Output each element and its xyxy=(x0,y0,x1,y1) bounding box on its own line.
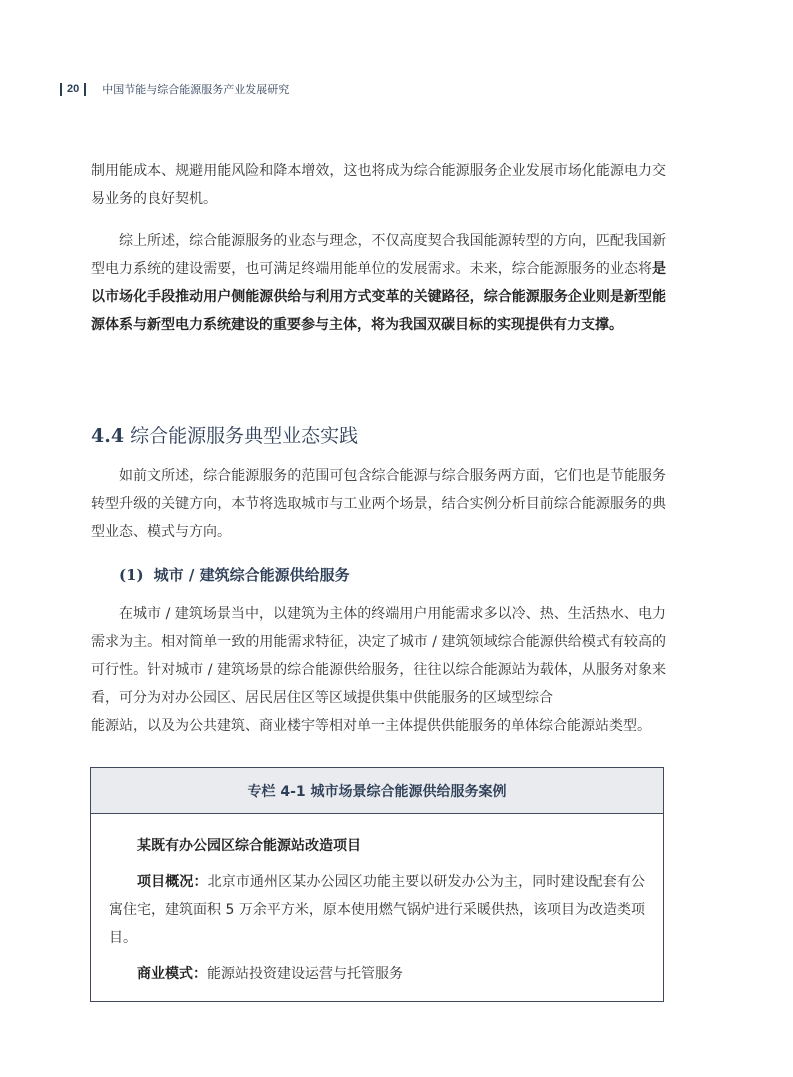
subsection-title: 城市 / 建筑综合能源供给服务 xyxy=(153,566,350,584)
paragraph-1: 制用能成本、规避用能风险和降本增效，这也将成为综合能源服务企业发展市场化能源电力交易业务的良好契机。 xyxy=(91,163,666,207)
model-label: 商业模式： xyxy=(137,966,207,982)
case-title: 某既有办公园区综合能源站改造项目 xyxy=(137,838,361,854)
model-text: 能源站投资建设运营与托管服务 xyxy=(207,966,403,982)
case-box-body xyxy=(91,832,663,988)
paragraph-2-emphasis: 是以市场化手段推动用户侧能源供给与利用方式变革的关键路径，综合能源服务企业则是新型能源体系与新型电力系统建设的重要参与主体，将为我国双碳目标的实现提供有力支撑。 xyxy=(91,261,666,333)
case-box xyxy=(90,767,664,1002)
paragraph-2 xyxy=(91,227,666,339)
paragraph-4-text: 在城市 / 建筑场景当中，以建筑为主体的终端用户用能需求多以冷、热、生活热水、电力需求为主。相对简单一致的用能需求特征，决定了城市 / 建筑领域综合能源供给模式有较高的可行性。针对城市 / 建筑场景的综合能源供给服务，往往以综合能源站为载体，从服务对象来看，可分为对办公园区、居民居住区等区域提供集中供能服务的区域型综合 xyxy=(91,606,666,706)
paragraph-2-text: 综上所述，综合能源服务的业态与理念，不仅高度契合我国能源转型的方向，匹配我国新型电力系统的建设需要，也可满足终端用能单位的发展需求。未来，综合能源服务的业态将 xyxy=(91,233,666,277)
header-divider xyxy=(84,83,86,96)
business-model xyxy=(109,960,645,988)
paragraph-4-last-line: 能源站，以及为公共建筑、商业楼宇等相对单一主体提供供能服务的单体综合能源站类型。 xyxy=(91,718,651,734)
running-title: 中国节能与综合能源服务产业发展研究 xyxy=(102,83,290,96)
section-number: 4.4 xyxy=(91,425,125,447)
page-number: 20 xyxy=(67,83,80,95)
paragraph-3: 如前文所述，综合能源服务的范围可包含综合能源与综合服务两方面，它们也是节能服务转型升级的关键方向，本节将选取城市与工业两个场景，结合实例分析目前综合能源服务的典型业态、模式与方向。 xyxy=(91,468,666,540)
subsection-heading xyxy=(119,564,350,585)
overview-text: 北京市通州区某办公园区功能主要以研发办公为主，同时建设配套有公寓住宅，建筑面积 5 万余平方米，原本使用燃气锅炉进行采暖供热，该项目为改造类项目。 xyxy=(109,874,646,946)
subsection-number: (1) xyxy=(119,566,144,584)
project-overview xyxy=(109,868,645,952)
paragraph-4 xyxy=(91,600,666,740)
case-box-heading: 专栏 4-1 城市场景综合能源供给服务案例 xyxy=(91,768,663,814)
running-header xyxy=(60,80,289,98)
overview-label: 项目概况： xyxy=(137,874,208,890)
section-heading xyxy=(91,421,358,448)
section-title: 综合能源服务典型业态实践 xyxy=(130,425,359,447)
header-divider xyxy=(60,83,62,96)
